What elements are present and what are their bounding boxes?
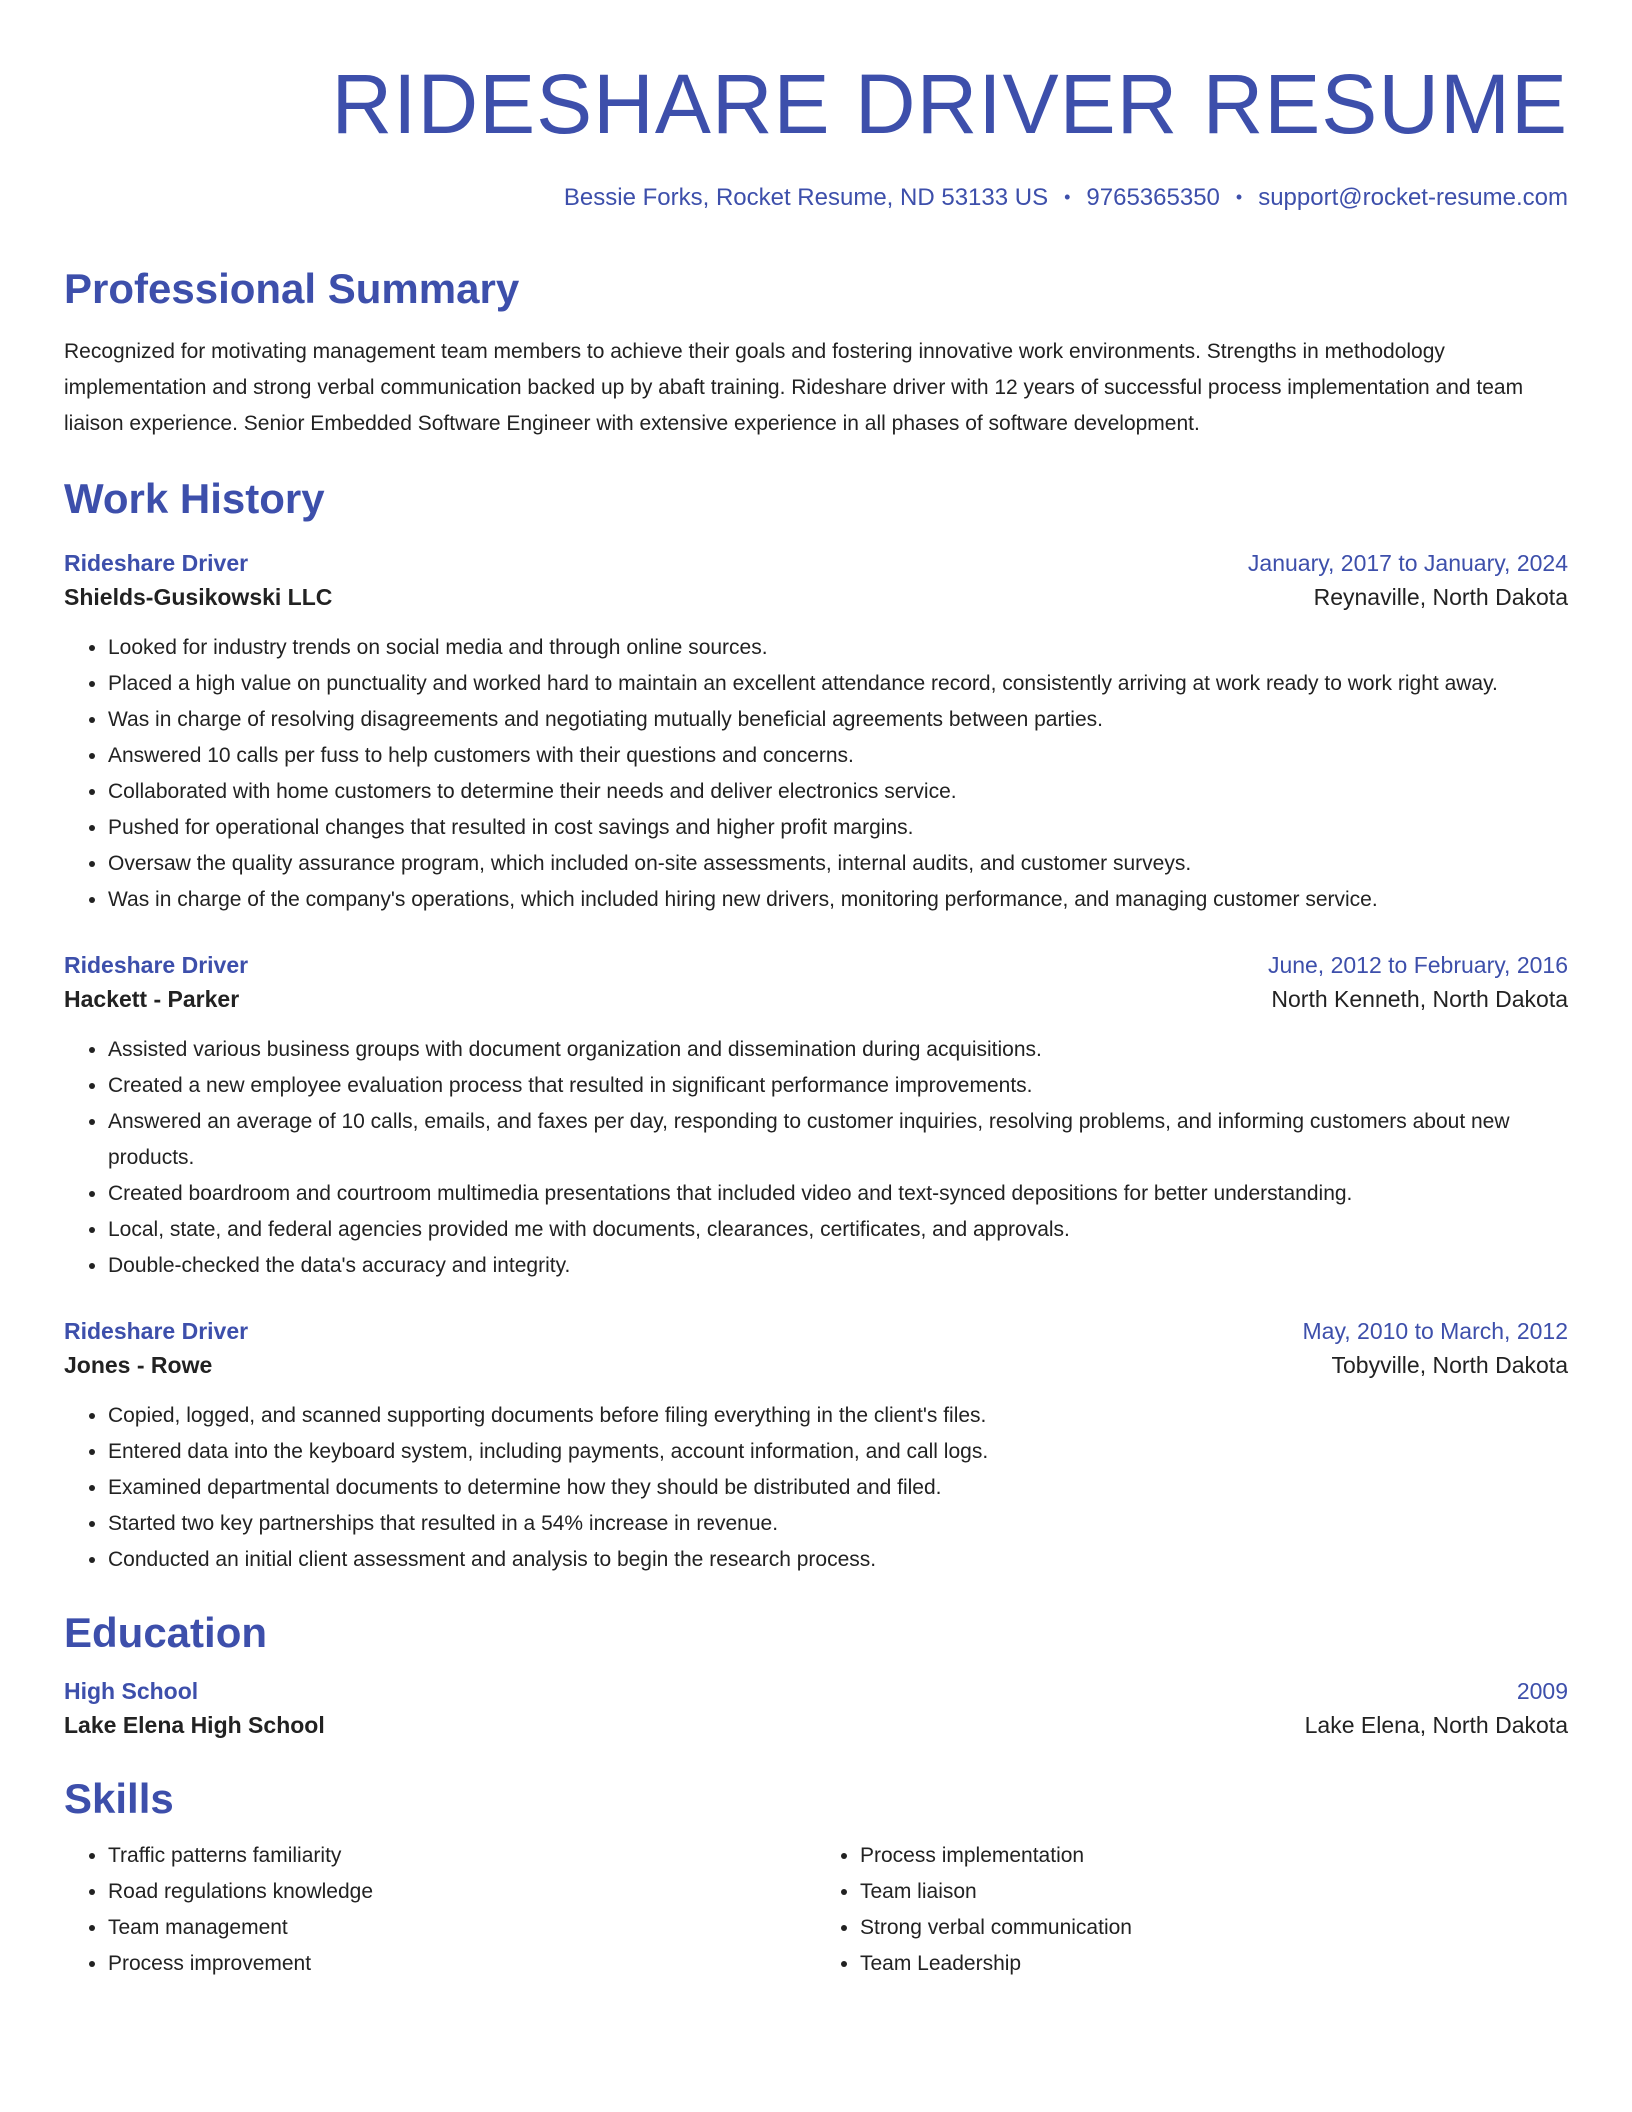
job-bullet: • Answered 10 calls per fuss to help customers with their questions and concerns. <box>108 738 1568 774</box>
skill-item: • Traffic patterns familiarity <box>108 1838 816 1874</box>
job-location: Tobyville, North Dakota <box>1331 1352 1568 1378</box>
summary-text: Recognized for motivating management team members to achieve their goals and fostering innovative work environments. Strengths in methodology implementation and strong verbal communication backed up by abaft training. Rideshare driver with 12 years of successful process implementation and team liaison experience. Senior Embedded Software Engineer with extensive experience in all phases of software development. <box>64 340 1524 435</box>
job-entry <box>64 548 1568 918</box>
job-bullet: • Was in charge of the company's operations, which included hiring new drivers, monitoring performance, and managing customer service. <box>108 882 1568 918</box>
job-bullets <box>64 1398 1568 1578</box>
job-bullet: • Local, state, and federal agencies provided me with documents, clearances, certificates, and approvals. <box>108 1212 1568 1248</box>
work-history-list <box>64 548 1568 1578</box>
job-dates: June, 2012 to February, 2016 <box>1267 952 1568 978</box>
skill-item: • Strong verbal communication <box>860 1910 1568 1946</box>
contact-line <box>64 186 1568 210</box>
job-bullet: • Looked for industry trends on social media and through online sources. <box>108 630 1568 666</box>
job-entry <box>64 950 1568 1284</box>
education-year: 2009 <box>1516 1678 1568 1704</box>
contact-separator: • <box>1235 187 1243 207</box>
skills-heading: Skills <box>64 1775 174 1822</box>
contact-phone: 9765365350 <box>1086 184 1220 211</box>
contact-address: Bessie Forks, Rocket Resume, ND 53133 US <box>563 184 1049 211</box>
job-entry <box>64 1316 1568 1578</box>
job-bullet: • Started two key partnerships that resulted in a 54% increase in revenue. <box>108 1506 1568 1542</box>
job-bullet: • Copied, logged, and scanned supporting documents before filing everything in the client's files. <box>108 1398 1568 1434</box>
job-bullets <box>64 630 1568 918</box>
job-bullet: • Created boardroom and courtroom multimedia presentations that included video and text-synced depositions for better understanding. <box>108 1176 1568 1212</box>
job-bullet: • Examined departmental documents to determine how they should be distributed and filed. <box>108 1470 1568 1506</box>
resume-page <box>64 0 1568 1982</box>
job-bullet: • Assisted various business groups with document organization and dissemination during acquisitions. <box>108 1032 1568 1068</box>
skill-item: • Team liaison <box>860 1874 1568 1910</box>
education-degree: High School <box>64 1678 199 1704</box>
job-location: North Kenneth, North Dakota <box>1271 986 1568 1012</box>
job-bullet: • Oversaw the quality assurance program, which included on-site assessments, internal audits, and customer surveys. <box>108 846 1568 882</box>
education-location: Lake Elena, North Dakota <box>1304 1712 1568 1738</box>
job-bullet: • Placed a high value on punctuality and worked hard to maintain an excellent attendance record, consistently arriving at work ready to work right away. <box>108 666 1568 702</box>
job-role: Rideshare Driver <box>64 1318 249 1344</box>
contact-email[interactable]: support@rocket-resume.com <box>1258 184 1568 211</box>
job-company: Hackett - Parker <box>64 986 240 1012</box>
education-heading: Education <box>64 1609 268 1656</box>
resume-title: RIDESHARE DRIVER RESUME <box>331 57 1568 151</box>
job-dates: May, 2010 to March, 2012 <box>1302 1318 1568 1344</box>
skills-column-right <box>816 1838 1568 1982</box>
skills-column-left <box>64 1838 816 1982</box>
job-bullet: • Conducted an initial client assessment and analysis to begin the research process. <box>108 1542 1568 1578</box>
job-bullets <box>64 1032 1568 1284</box>
job-company: Jones - Rowe <box>64 1352 213 1378</box>
skill-item: • Process improvement <box>108 1946 816 1982</box>
job-role: Rideshare Driver <box>64 952 249 978</box>
skill-item: • Process implementation <box>860 1838 1568 1874</box>
summary-heading: Professional Summary <box>64 265 520 312</box>
job-bullet: • Answered an average of 10 calls, emails, and faxes per day, responding to customer inquiries, resolving problems, and informing customers about new products. <box>108 1104 1568 1176</box>
skill-item: • Team management <box>108 1910 816 1946</box>
job-dates: January, 2017 to January, 2024 <box>1247 550 1568 576</box>
contact-separator: • <box>1064 187 1071 207</box>
education-entry <box>64 1676 1568 1744</box>
work-history-heading: Work History <box>64 475 325 522</box>
education-school: Lake Elena High School <box>64 1712 325 1738</box>
job-bullet: • Created a new employee evaluation process that resulted in significant performance improvements. <box>108 1068 1568 1104</box>
skills-list <box>64 1838 1568 1982</box>
job-role: Rideshare Driver <box>64 550 249 576</box>
skill-item: • Road regulations knowledge <box>108 1874 816 1910</box>
job-bullet: • Entered data into the keyboard system, including payments, account information, and call logs. <box>108 1434 1568 1470</box>
job-location: Reynaville, North Dakota <box>1313 584 1568 610</box>
job-bullet: • Double-checked the data's accuracy and integrity. <box>108 1248 1568 1284</box>
skill-item: • Team Leadership <box>860 1946 1568 1982</box>
job-bullet: • Pushed for operational changes that resulted in cost savings and higher profit margins. <box>108 810 1568 846</box>
job-bullet: • Was in charge of resolving disagreements and negotiating mutually beneficial agreements between parties. <box>108 702 1568 738</box>
job-bullet: • Collaborated with home customers to determine their needs and deliver electronics service. <box>108 774 1568 810</box>
job-company: Shields-Gusikowski LLC <box>64 584 333 610</box>
